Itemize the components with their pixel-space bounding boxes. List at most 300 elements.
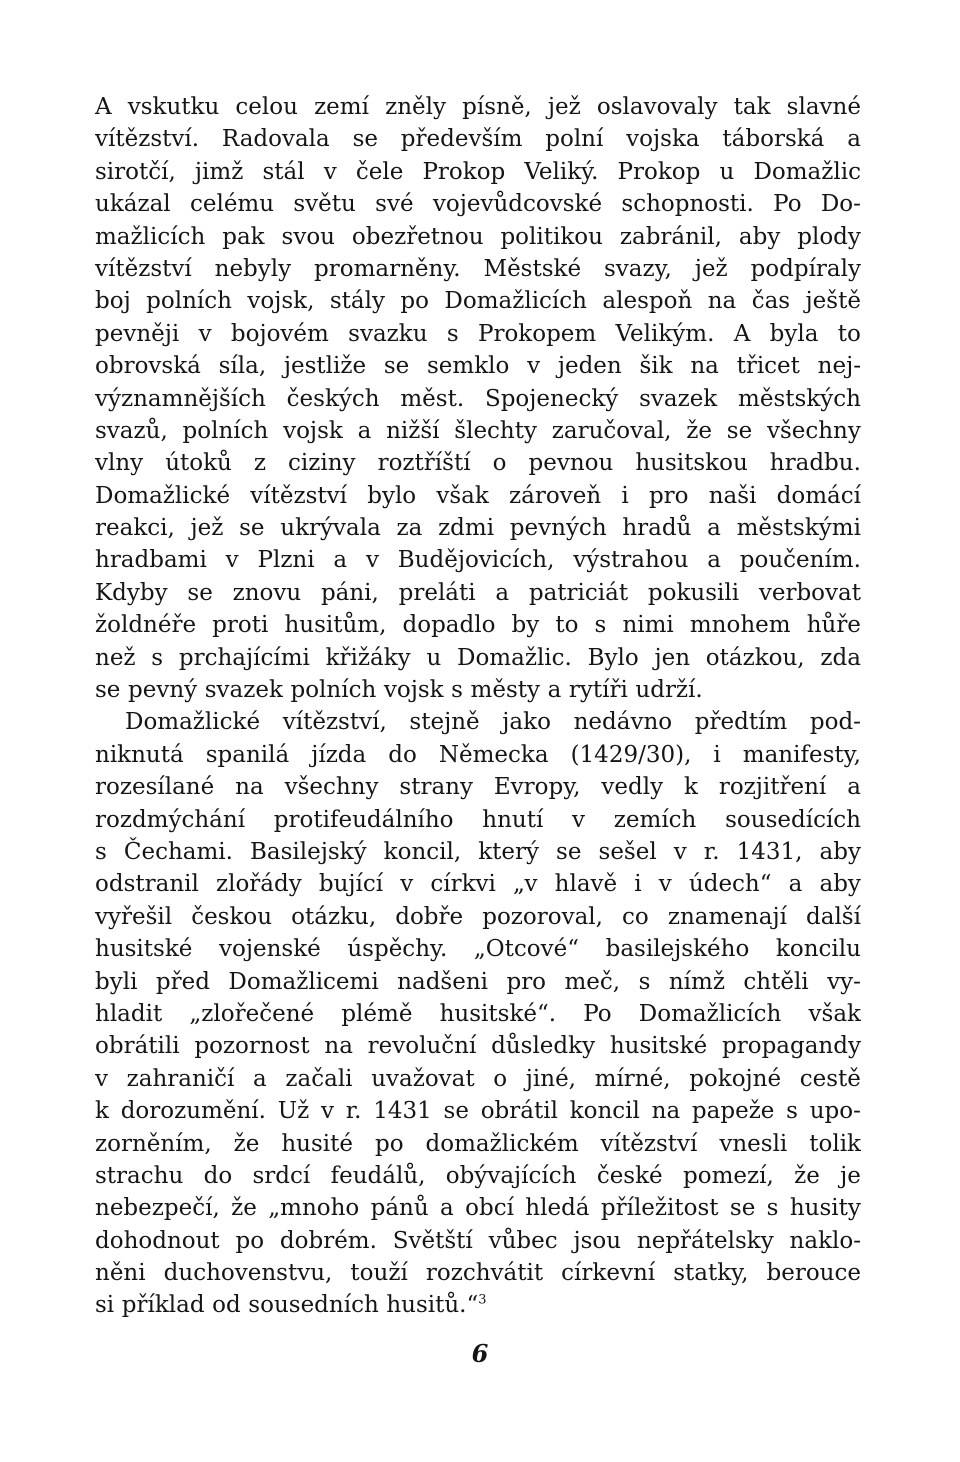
word: všechny xyxy=(284,774,379,801)
text-line xyxy=(95,804,861,836)
word: Domažlické xyxy=(125,709,261,736)
word: v xyxy=(658,871,672,898)
word: jestliže xyxy=(283,353,367,380)
word: vítězství xyxy=(250,482,348,509)
word: v xyxy=(225,547,239,574)
word: s xyxy=(786,1098,798,1125)
word: útoků xyxy=(165,450,232,477)
word: příležitost xyxy=(600,1195,719,1222)
text-line xyxy=(95,447,861,479)
word: českou xyxy=(191,903,273,930)
word: A xyxy=(95,94,112,120)
word: aby xyxy=(819,871,861,898)
word: především xyxy=(400,126,523,153)
word: že xyxy=(794,1162,820,1189)
word: příklad xyxy=(121,1292,205,1319)
word: rozjitření xyxy=(718,774,827,801)
word: odstranil xyxy=(95,871,199,898)
word: sirotčí, xyxy=(95,158,176,185)
word: nebyly xyxy=(214,255,292,282)
word: jež xyxy=(547,94,581,120)
word: i xyxy=(621,482,629,509)
word: je xyxy=(840,1162,861,1189)
word: alespoň xyxy=(602,288,693,315)
word: v xyxy=(572,806,586,833)
word: Prokop xyxy=(617,158,701,185)
word: uvažovat xyxy=(371,1065,475,1092)
word: dorozumění. xyxy=(120,1098,266,1125)
word: světu xyxy=(293,191,356,218)
word: sousedících xyxy=(725,806,861,833)
word: zaručoval, xyxy=(551,417,672,444)
word: touží xyxy=(350,1260,408,1287)
word: svazů, xyxy=(95,417,168,444)
word: u xyxy=(719,158,735,185)
word: pánů xyxy=(370,1195,429,1222)
text-line xyxy=(95,642,861,674)
word: Domažlicích xyxy=(444,288,587,315)
text-line xyxy=(95,868,861,900)
word: šlechty xyxy=(454,417,537,444)
text-line xyxy=(95,1063,861,1095)
word: Basilejský xyxy=(250,838,367,865)
text-line xyxy=(95,739,861,771)
word: od xyxy=(212,1292,241,1319)
word: žoldnéře xyxy=(95,612,197,639)
word: mírné, xyxy=(594,1065,671,1092)
word: ukázal xyxy=(95,191,171,218)
word: koncil xyxy=(569,1098,640,1125)
word: obezřetnou xyxy=(351,223,484,250)
word: ciziny xyxy=(288,450,356,477)
footnote-marker: 3 xyxy=(478,1292,487,1308)
word: rozchvátit xyxy=(425,1260,544,1287)
word: všechny xyxy=(766,417,861,444)
word: zda xyxy=(820,644,861,671)
word: se xyxy=(352,126,378,153)
word: Světští xyxy=(392,1227,473,1254)
word: polní xyxy=(545,126,604,153)
word: další xyxy=(806,903,861,930)
word: vedly xyxy=(601,774,664,801)
word: vojenské xyxy=(219,936,321,963)
word: s xyxy=(151,644,164,671)
word: r. xyxy=(703,838,720,865)
word: a xyxy=(847,126,861,153)
word: husitské xyxy=(95,936,193,963)
word: Domažlicích xyxy=(638,1000,782,1027)
word: semklo xyxy=(427,353,510,380)
word: šik xyxy=(639,353,673,380)
word: s xyxy=(594,612,607,639)
word: preláti xyxy=(398,579,476,606)
word: zároveň xyxy=(509,482,602,509)
word: vlny xyxy=(95,450,144,477)
word: o xyxy=(493,1065,508,1092)
word: patriciát xyxy=(528,579,629,606)
word: za xyxy=(396,515,423,542)
word: a xyxy=(253,1065,267,1092)
page-number: 6 xyxy=(471,1339,489,1368)
word: duchovenstvu, xyxy=(163,1260,333,1287)
word: třicet xyxy=(736,353,800,380)
word: Velikým. xyxy=(615,320,715,347)
word: vnesli xyxy=(719,1130,788,1157)
word: do xyxy=(388,741,417,768)
word: městských xyxy=(738,385,861,412)
word: se xyxy=(95,677,121,704)
word: před xyxy=(155,968,210,995)
word: hnutí xyxy=(482,806,544,833)
word: obcí xyxy=(465,1195,514,1222)
word: na xyxy=(690,353,719,380)
word: po xyxy=(235,1227,265,1254)
word: mnohem xyxy=(689,612,791,639)
word: začali xyxy=(285,1065,353,1092)
word: zahraničí xyxy=(126,1065,235,1092)
word: niknutá xyxy=(95,741,184,768)
word: naši xyxy=(708,482,757,509)
word: Domažlicemi xyxy=(228,968,379,995)
word: promarněny. xyxy=(314,255,461,282)
word: v xyxy=(673,838,687,865)
word: pro xyxy=(648,482,689,509)
word: významnějších xyxy=(95,385,266,412)
word: i xyxy=(713,741,721,768)
word: „zlořečené xyxy=(189,1000,315,1027)
word: vojsk xyxy=(383,677,444,704)
word: meč, xyxy=(564,968,621,995)
word: církvi xyxy=(430,871,496,898)
word: který xyxy=(478,838,539,865)
word: Čechami. xyxy=(123,838,233,865)
word: své xyxy=(375,191,414,218)
word: manifesty, xyxy=(742,741,861,768)
word: se xyxy=(239,515,265,542)
word: vojsk, xyxy=(247,288,315,315)
word: dobře xyxy=(395,903,464,930)
word: však xyxy=(436,482,489,509)
word: husitům, xyxy=(284,612,387,639)
word: rytíři xyxy=(568,677,628,704)
word: v xyxy=(323,158,337,185)
word: jeden xyxy=(557,353,622,380)
word: pod- xyxy=(809,709,861,736)
text-line xyxy=(95,836,861,868)
word: husité xyxy=(281,1130,353,1157)
word: hradů xyxy=(622,515,692,542)
word: po xyxy=(400,288,429,315)
word: Radovala xyxy=(221,126,330,153)
word: stály xyxy=(329,288,385,315)
word: Domažlic. xyxy=(457,644,572,671)
word: jež xyxy=(694,255,728,282)
word: zemích xyxy=(613,806,697,833)
word: nebezpečí, xyxy=(95,1195,220,1222)
word: 1431, xyxy=(736,838,803,865)
word: písně, xyxy=(462,94,532,120)
word: nimi xyxy=(622,612,674,639)
word: z xyxy=(253,450,266,477)
word: svazek xyxy=(204,677,283,704)
word: do xyxy=(203,1162,233,1189)
word: Po xyxy=(773,191,802,218)
text-line xyxy=(95,123,861,155)
word: městy xyxy=(470,677,541,704)
word: na xyxy=(651,1098,681,1125)
word: s xyxy=(766,1195,779,1222)
text-line xyxy=(95,285,861,317)
word: schopnosti. xyxy=(621,191,754,218)
word: husity xyxy=(789,1195,861,1222)
word: křižáky xyxy=(325,644,411,671)
word: nadšeni xyxy=(397,968,489,995)
word: čele xyxy=(355,158,404,185)
word: jimž xyxy=(194,158,244,185)
word: úspěchy. xyxy=(347,936,448,963)
word: táborská xyxy=(722,126,825,153)
text-line xyxy=(95,577,861,609)
word: čas xyxy=(751,288,791,315)
word: basilejského xyxy=(605,936,750,963)
word: Prokopem xyxy=(477,320,597,347)
word: srdcí xyxy=(252,1162,311,1189)
text-line xyxy=(95,415,861,447)
word: byli xyxy=(95,968,138,995)
word: strachu xyxy=(95,1162,184,1189)
word: hlavě xyxy=(554,871,618,898)
word: měst. xyxy=(400,385,465,412)
word: vojevůdcovské xyxy=(432,191,603,218)
word: stál xyxy=(262,158,305,185)
text-line xyxy=(95,1095,861,1127)
word: Plzni xyxy=(257,547,315,574)
word: hradbami xyxy=(95,547,207,574)
word: vy- xyxy=(827,968,861,995)
word: (1429/30), xyxy=(570,741,692,768)
word: to xyxy=(555,612,579,639)
text-line xyxy=(95,1030,861,1062)
word: pak xyxy=(222,223,265,250)
word: se xyxy=(726,417,753,444)
word: se xyxy=(729,1195,756,1222)
word: verbovat xyxy=(758,579,861,606)
word: hradbu. xyxy=(769,450,861,477)
word: a xyxy=(707,515,721,542)
text-line xyxy=(95,901,861,933)
word: Domažlické xyxy=(95,482,231,509)
word: s xyxy=(95,838,107,865)
word: celou xyxy=(235,94,298,120)
word: údech“ xyxy=(688,871,772,898)
word: pevnou xyxy=(528,450,614,477)
word: na xyxy=(324,1033,353,1060)
word: jsou xyxy=(573,1227,622,1254)
text-line xyxy=(95,933,861,965)
word: v xyxy=(400,871,414,898)
word: vítězství. xyxy=(95,126,200,153)
word: pomezí, xyxy=(683,1162,774,1189)
word: s xyxy=(638,968,651,995)
word: poučením. xyxy=(739,547,861,574)
word: výstrahou xyxy=(573,547,689,574)
word: domažlickém xyxy=(425,1130,579,1157)
text-line xyxy=(95,318,861,350)
word: koncil, xyxy=(383,838,462,865)
word: naklo- xyxy=(789,1227,861,1254)
word: vůbec xyxy=(488,1227,558,1254)
word: znovu xyxy=(232,579,302,606)
word: boj xyxy=(95,288,131,315)
word: znamenají xyxy=(667,903,787,930)
word: roztříští xyxy=(377,450,471,477)
word: revoluční xyxy=(367,1033,477,1060)
word: v xyxy=(198,320,212,347)
word: obrátil xyxy=(480,1098,558,1125)
word: Městské xyxy=(483,255,582,282)
word: svazy, xyxy=(603,255,672,282)
word: a xyxy=(707,547,721,574)
text-line xyxy=(95,1225,861,1257)
word: u xyxy=(426,644,442,671)
word: tak xyxy=(733,94,771,120)
word: reakci, xyxy=(95,515,175,542)
text-line xyxy=(95,221,861,253)
word: Kdyby xyxy=(95,579,168,606)
word: se xyxy=(556,838,582,865)
text-line xyxy=(95,609,861,641)
word: koncilu xyxy=(775,936,861,963)
word: aby xyxy=(819,838,861,865)
text-line xyxy=(95,383,861,415)
word: že xyxy=(231,1195,257,1222)
word: v xyxy=(95,1065,108,1092)
text-line xyxy=(95,253,861,285)
word: „v xyxy=(513,871,538,898)
word: vítězství xyxy=(95,255,192,282)
word: Budějovicích, xyxy=(397,547,555,574)
word: to xyxy=(837,320,861,347)
text-line xyxy=(95,1289,861,1321)
word: než xyxy=(95,644,136,671)
word: nepřátelsky xyxy=(636,1227,774,1254)
word: Bylo xyxy=(587,644,639,671)
text-line xyxy=(95,544,861,576)
word: vyřešil xyxy=(95,903,173,930)
word: berouce xyxy=(766,1260,861,1287)
word: husitské xyxy=(609,1033,708,1060)
word: po xyxy=(374,1130,404,1157)
word: páni, xyxy=(320,579,379,606)
word: husitů.“$^3$ xyxy=(386,1292,487,1319)
word: mažlicích xyxy=(95,223,206,250)
word: k xyxy=(95,1098,109,1125)
word: upo- xyxy=(809,1098,861,1125)
word: Po xyxy=(583,1000,612,1027)
word: vojska xyxy=(626,126,700,153)
text-line xyxy=(95,480,861,512)
word: jen xyxy=(654,644,691,671)
word: byla xyxy=(769,320,819,347)
word: že xyxy=(233,1130,260,1157)
word: však xyxy=(808,1000,861,1027)
word: celému xyxy=(189,191,275,218)
word: s xyxy=(451,677,463,704)
word: předtím xyxy=(694,709,788,736)
word: zdmi xyxy=(438,515,495,542)
word: české xyxy=(596,1162,663,1189)
word: něni xyxy=(95,1260,146,1287)
word: rozdmýchání xyxy=(95,806,246,833)
word: českých xyxy=(286,385,380,412)
word: a xyxy=(333,547,348,574)
word: nedávno xyxy=(573,709,673,736)
word: husitskou xyxy=(635,450,748,477)
word: otázkou, xyxy=(705,644,805,671)
word: udrží. xyxy=(635,677,703,704)
word: sousedních xyxy=(248,1292,379,1319)
word: a xyxy=(788,871,803,898)
word: obrátili xyxy=(95,1033,180,1060)
text-line xyxy=(95,1192,861,1224)
word: politikou xyxy=(500,223,603,250)
word: strany xyxy=(399,774,473,801)
word: pevných xyxy=(509,515,607,542)
text-line xyxy=(95,1160,861,1192)
word: slavné xyxy=(786,94,861,120)
word: zněly xyxy=(385,94,446,120)
word: „mnoho xyxy=(268,1195,360,1222)
word: zemí xyxy=(314,94,369,120)
word: statky, xyxy=(673,1260,749,1287)
word: pokusili xyxy=(647,579,740,606)
word: církevní xyxy=(561,1260,656,1287)
word: nímž xyxy=(668,968,725,995)
word: jiné, xyxy=(525,1065,576,1092)
word: k xyxy=(683,774,698,801)
word: Evropy, xyxy=(493,774,581,801)
word: Už xyxy=(277,1098,310,1125)
word: zabránil, xyxy=(619,223,722,250)
word: dopadlo xyxy=(402,612,496,639)
word: o xyxy=(492,450,507,477)
word: nižší xyxy=(386,417,440,444)
word: cestě xyxy=(799,1065,861,1092)
word: dobrém. xyxy=(279,1227,377,1254)
word: se xyxy=(187,579,213,606)
word: pevněji xyxy=(95,320,180,347)
word: v xyxy=(320,1098,334,1125)
word: na xyxy=(235,774,264,801)
word: jízda xyxy=(311,741,367,768)
word: ukrývala xyxy=(280,515,381,542)
word: že xyxy=(686,417,712,444)
text-line xyxy=(95,188,861,220)
word: pro xyxy=(506,968,547,995)
word: sešel xyxy=(598,838,657,865)
word: dohodnout xyxy=(95,1227,220,1254)
word: a xyxy=(357,417,372,444)
word: polních xyxy=(290,677,377,704)
word: svazku xyxy=(348,320,428,347)
text-line xyxy=(95,156,861,188)
word: vítězství, xyxy=(282,709,387,736)
word: zorněním, xyxy=(95,1130,212,1157)
word: pozornost xyxy=(194,1033,310,1060)
word: hladit xyxy=(95,1000,163,1027)
word: protifeudálního xyxy=(273,806,454,833)
word: s xyxy=(446,320,459,347)
